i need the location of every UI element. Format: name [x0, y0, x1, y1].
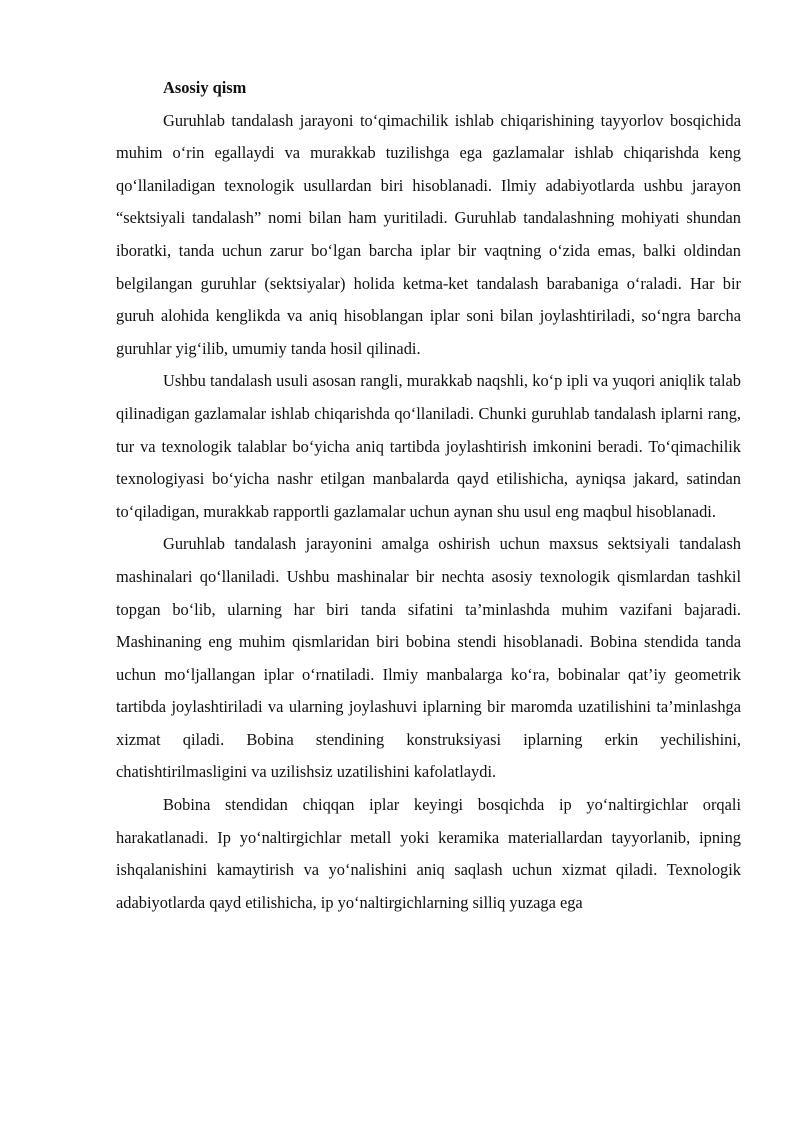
paragraph-2: Ushbu tandalash usuli asosan rangli, murakkab naqshli, ko‘p ipli va yuqori aniqlik talab qilinadigan gazlamalar ishlab chiqarishda qo‘llaniladi. Chunki guruhlab tandalash iplarni rang, tur va texnologik talablar bo‘yicha aniq tartibda joylashtirish imkonini beradi. To‘qimachilik texnologiyasi bo‘yicha nashr etilgan manbalarda qayd etilishicha, ayniqsa jakard, satindan to‘qiladigan, murakkab rapportli gazlamalar uchun aynan shu usul eng maqbul hisoblanadi.	[116, 371, 741, 521]
document-body	[116, 72, 741, 919]
paragraph-3: Guruhlab tandalash jarayonini amalga oshirish uchun maxsus sektsiyali tandalash mashinalari qo‘llaniladi. Ushbu mashinalar bir nechta asosiy texnologik qismlardan tashkil topgan bo‘lib, ularning har biri tanda sifatini ta’minlashda muhim vazifani bajaradi. Mashinaning eng muhim qismlaridan biri bobina stendi hisoblanadi. Bobina stendida tanda uchun mo‘ljallangan iplar o‘rnatiladi. Ilmiy manbalarga ko‘ra, bobinalar qat’iy geometrik tartibda joylashtiriladi va ularning joylashuvi iplarning bir maromda uzatilishini ta’minlashga xizmat qiladi. Bobina stendining konstruksiyasi iplarning erkin yechilishini, chatishtirilmasligini va uzilishsiz uzatilishini kafolatlaydi.	[116, 534, 741, 782]
paragraph-4: Bobina stendidan chiqqan iplar keyingi bosqichda ip yo‘naltirgichlar orqali harakatlanadi. Ip yo‘naltirgichlar metall yoki keramika materiallardan tayyorlanib, ipning ishqalanishini kamaytirish va yo‘nalishini aniq saqlash uchun xizmat qiladi. Texnologik adabiyotlarda qayd etilishicha, ip yo‘naltirgichlarning silliq yuzaga ega	[116, 795, 741, 912]
section-heading: Asosiy qism	[163, 78, 247, 97]
paragraph-1: Guruhlab tandalash jarayoni to‘qimachilik ishlab chiqarishining tayyorlov bosqichida muhim o‘rin egallaydi va murakkab tuzilishga ega gazlamalar ishlab chiqarishda keng qo‘llaniladigan texnologik usullardan biri hisoblanadi. Ilmiy adabiyotlarda ushbu jarayon “sektsiyali tandalash” nomi bilan ham yuritiladi. Guruhlab tandalashning mohiyati shundan iboratki, tanda uchun zarur bo‘lgan barcha iplar bir vaqtning o‘zida emas, balki oldindan belgilangan guruhlar (sektsiyalar) holida ketma-ket tandalash barabaniga o‘raladi. Har bir guruh alohida kenglikda va aniq hisoblangan iplar soni bilan joylashtiriladi, so‘ngra barcha guruhlar yig‘ilib, umumiy tanda hosil qilinadi.	[116, 110, 741, 358]
